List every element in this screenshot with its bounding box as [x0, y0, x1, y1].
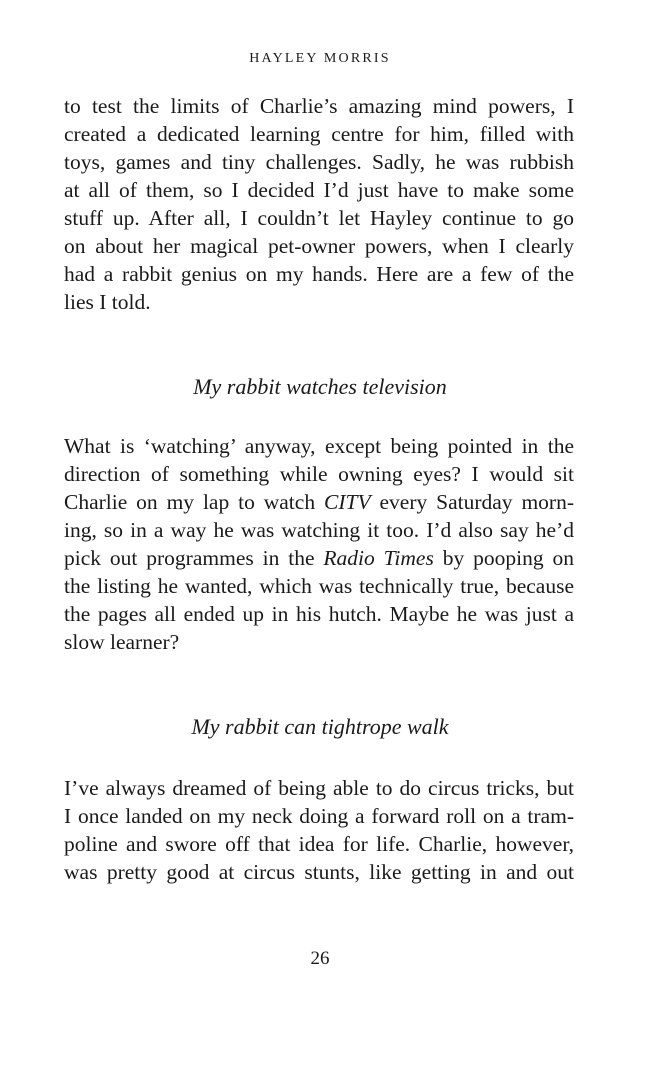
section-heading: My rabbit watches television: [193, 374, 447, 399]
text-line: What is ‘watching’ anyway, except being pointed in the: [64, 434, 574, 458]
text-line: the pages all ended up in his hutch. Maybe he was just a: [64, 602, 574, 626]
text-line: ing, so in a way he was watching it too. I’d also say he’d: [64, 518, 574, 542]
text-segment: every Saturday morn-: [370, 490, 574, 514]
text-line: was pretty good at circus stunts, like getting in and out: [64, 860, 574, 884]
text-line: created a dedicated learning centre for him, filled with: [64, 122, 574, 146]
section-heading: My rabbit can tightrope walk: [191, 714, 449, 739]
text-line: poline and swore off that idea for life. Charlie, however,: [64, 832, 574, 856]
text-segment: pick out programmes in the: [64, 546, 324, 570]
text-segment: by pooping on: [433, 546, 574, 570]
text-line: the listing he wanted, which was technically true, because: [64, 574, 574, 598]
text-line: at all of them, so I decided I’d just have to make some: [64, 178, 574, 202]
text-line: toys, games and tiny challenges. Sadly, he was rubbish: [64, 150, 574, 174]
text-line: [64, 488, 574, 516]
text-line: I once landed on my neck doing a forward roll on a tram-: [64, 804, 574, 828]
text-line: [64, 544, 574, 572]
text-segment: Charlie on my lap to watch: [64, 490, 324, 514]
page-number: 26: [310, 948, 330, 969]
text-line: had a rabbit genius on my hands. Here are a few of the: [64, 262, 574, 286]
running-head: HAYLEY MORRIS: [249, 51, 391, 66]
show-title: CITV: [323, 490, 371, 514]
text-line: on about her magical pet-owner powers, when I clearly: [64, 234, 574, 258]
text-line: slow learner?: [64, 630, 180, 654]
text-line: stuff up. After all, I couldn’t let Hayley continue to go: [64, 206, 574, 230]
text-line: to test the limits of Charlie’s amazing mind powers, I: [64, 94, 574, 118]
text-line: lies I told.: [64, 290, 151, 314]
text-line: I’ve always dreamed of being able to do circus tricks, but: [64, 776, 574, 800]
magazine-title: Radio Times: [323, 546, 434, 570]
text-line: direction of something while owning eyes? I would sit: [64, 462, 574, 486]
